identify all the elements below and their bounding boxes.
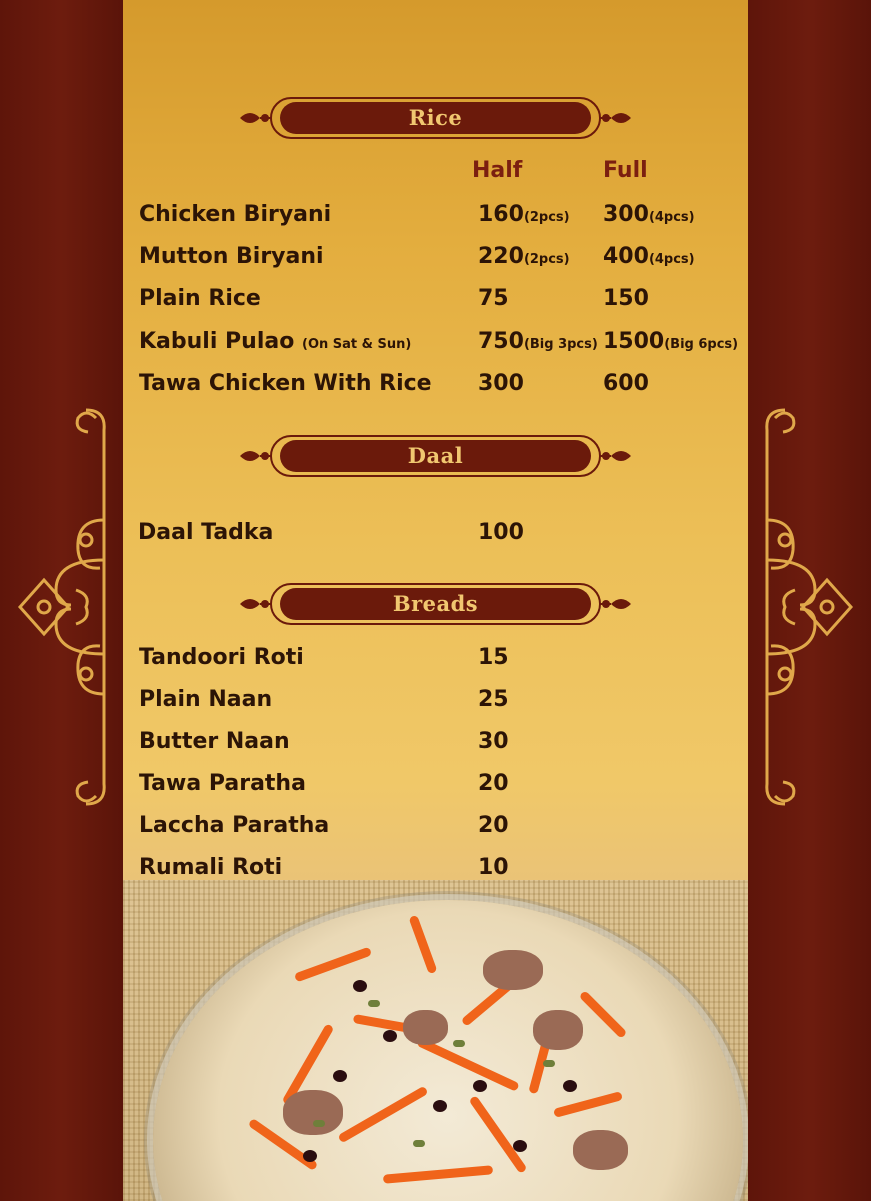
bread-item-price: 25 [478,687,509,712]
rice-item-half-price: 160(2pcs) [478,202,570,227]
daal-item-name: Daal Tadka [138,520,274,545]
rice-item-note: (On Sat & Sun) [302,337,412,352]
bread-item-name: Butter Naan [139,729,290,754]
full-column-header: Full [603,158,648,183]
rice-section-title: Rice [408,105,463,130]
rice-item-full-price: 1500(Big 6pcs) [603,329,739,354]
right-scroll-ornament-icon [765,400,855,814]
bread-item-price: 30 [478,729,509,754]
breads-section-title: Breads [392,591,479,616]
breads-section-banner [238,582,633,626]
daal-item-price: 100 [478,520,524,545]
daal-section-title: Daal [407,443,464,468]
bread-item-name: Laccha Paratha [139,813,330,838]
bread-item-name: Rumali Roti [139,855,283,880]
rice-item-name: Plain Rice [139,286,261,311]
rice-item-half-price: 300 [478,371,524,396]
rice-item-full-price: 600 [603,371,649,396]
left-scroll-ornament-icon [16,400,106,814]
rice-item-half-price: 220(2pcs) [478,244,570,269]
bread-item-price: 15 [478,645,509,670]
rice-section-banner [238,96,633,140]
half-column-header: Half [472,158,523,183]
rice-item-full-price: 150 [603,286,649,311]
rice-item-full-price: 300(4pcs) [603,202,695,227]
rice-item-name: Kabuli Pulao (On Sat & Sun) [139,329,412,354]
rice-item-name: Tawa Chicken With Rice [139,371,432,396]
bread-item-price: 20 [478,771,509,796]
bread-item-price: 20 [478,813,509,838]
rice-item-full-price: 400(4pcs) [603,244,695,269]
rice-item-name: Chicken Biryani [139,202,332,227]
bread-item-name: Tandoori Roti [139,645,304,670]
rice-item-name: Mutton Biryani [139,244,324,269]
bread-item-name: Tawa Paratha [139,771,306,796]
bread-item-price: 10 [478,855,509,880]
rice-item-half-price: 750(Big 3pcs) [478,329,598,354]
daal-section-banner [238,434,633,478]
rice-item-half-price: 75 [478,286,509,311]
bread-item-name: Plain Naan [139,687,273,712]
